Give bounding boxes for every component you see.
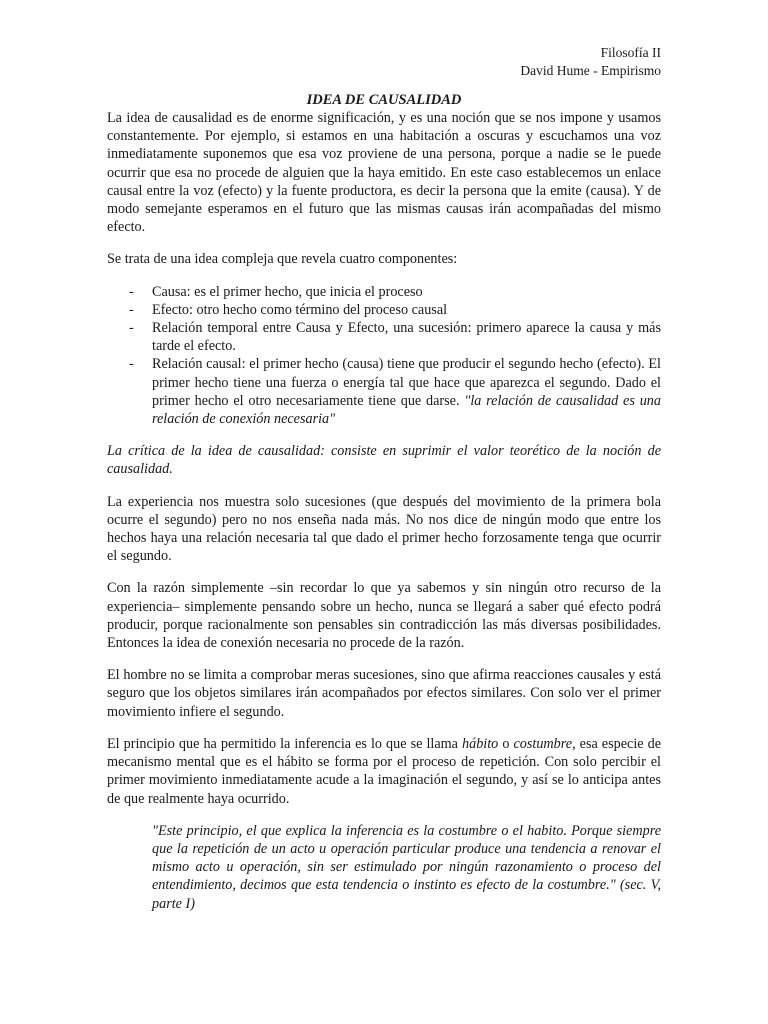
components-intro: Se trata de una idea compleja que revela cuatro componentes:	[107, 251, 458, 268]
page-header	[520, 44, 661, 80]
document-body	[107, 109, 661, 927]
header-topic: David Hume - Empirismo	[520, 63, 661, 78]
reason-paragraph: Con la razón simplemente –sin recordar lo que ya sabemos y sin ningún otro recurso de la experiencia– simplemente pensando sobre un hecho, nunca se llegará a saber qué efecto podrá producir, porque racionalmente son pensables sin contradicción las más diversas posibilidades. Entonces la idea de conexión necesaria no procede de la razón.	[107, 580, 661, 652]
header-course: Filosofía II	[600, 45, 661, 60]
list-item: - Causa: es el primer hecho, que inicia el proceso	[129, 283, 423, 300]
document-title: IDEA DE CAUSALIDAD	[306, 92, 462, 108]
list-item: - Relación causal: el primer hecho (causa) tiene que producir el segundo hecho (efecto). El primer hecho tiene una fuerza o energía tal que hace que aparezca el segundo. Dado el primer hecho el otro necesariamente tiene que darse. "la relación de causalidad es una relación de conexión necesaria"	[129, 356, 661, 428]
hume-quote: "Este principio, el que explica la inferencia es la costumbre o el habito. Porque siempre que la repetición de un acto u operación particular produce una tendencia a renovar el mismo acto u operación, sin ser estimulado por ningún razonamiento o proceso del entendimiento, decimos que esta tendencia o instinto es efecto de la costumbre." (sec. V, parte I)	[152, 822, 661, 912]
list-item: - Efecto: otro hecho como término del proceso causal	[129, 301, 448, 318]
list-quote: "la relación de causalidad es una relación de conexión necesaria"	[152, 392, 661, 428]
experience-paragraph: La experiencia nos muestra solo sucesiones (que después del movimiento de la primera bola ocurre el segundo) pero no nos enseña nada más. No nos dice de ningún modo que entre los hechos haya una relación necesaria tal que dado el primer hecho forzosamente tenga que ocurrir el segundo.	[107, 493, 661, 565]
components-list	[107, 283, 661, 429]
critica-paragraph: La crítica de la idea de causalidad: consiste en suprimir el valor teorético de la noción de causalidad.	[107, 443, 661, 478]
list-item: - Relación temporal entre Causa y Efecto, una sucesión: primero aparece la causa y más tarde el efecto.	[129, 320, 661, 355]
inference-paragraph: El hombre no se limita a comprobar meras sucesiones, sino que afirma reacciones causales y está seguro que los objetos similares irán acompañados por efectos similares. Con solo ver el primer movimiento infiere el segundo.	[107, 667, 661, 720]
habit-term: hábito	[462, 735, 499, 752]
custom-term: costumbre	[513, 735, 573, 752]
habit-paragraph: El principio que ha permitido la inferencia es lo que se llama hábito o costumbre, esa especie de mecanismo mental que es el hábito se forma por el proceso de repetición. Con solo percibir el primer movimiento inmediatamente acude a la imaginación el segundo, y así se lo anticipa antes de que realmente haya ocurrido.	[107, 735, 661, 807]
intro-paragraph: La idea de causalidad es de enorme significación, y es una noción que se nos impone y usamos constantemente. Por ejemplo, si estamos en una habitación a oscuras y escuchamos una voz inmediatamente suponemos que esa voz proviene de una persona, porque a nadie se le puede ocurrir que esa no procede de alguien que la haya emitido. En este caso establecemos un enlace causal entre la voz (efecto) y la fuente productora, es decir la persona que la emite (causa). Y de modo semejante esperamos en el futuro que las mismas causas irán acompañadas del mismo efecto.	[107, 110, 661, 236]
